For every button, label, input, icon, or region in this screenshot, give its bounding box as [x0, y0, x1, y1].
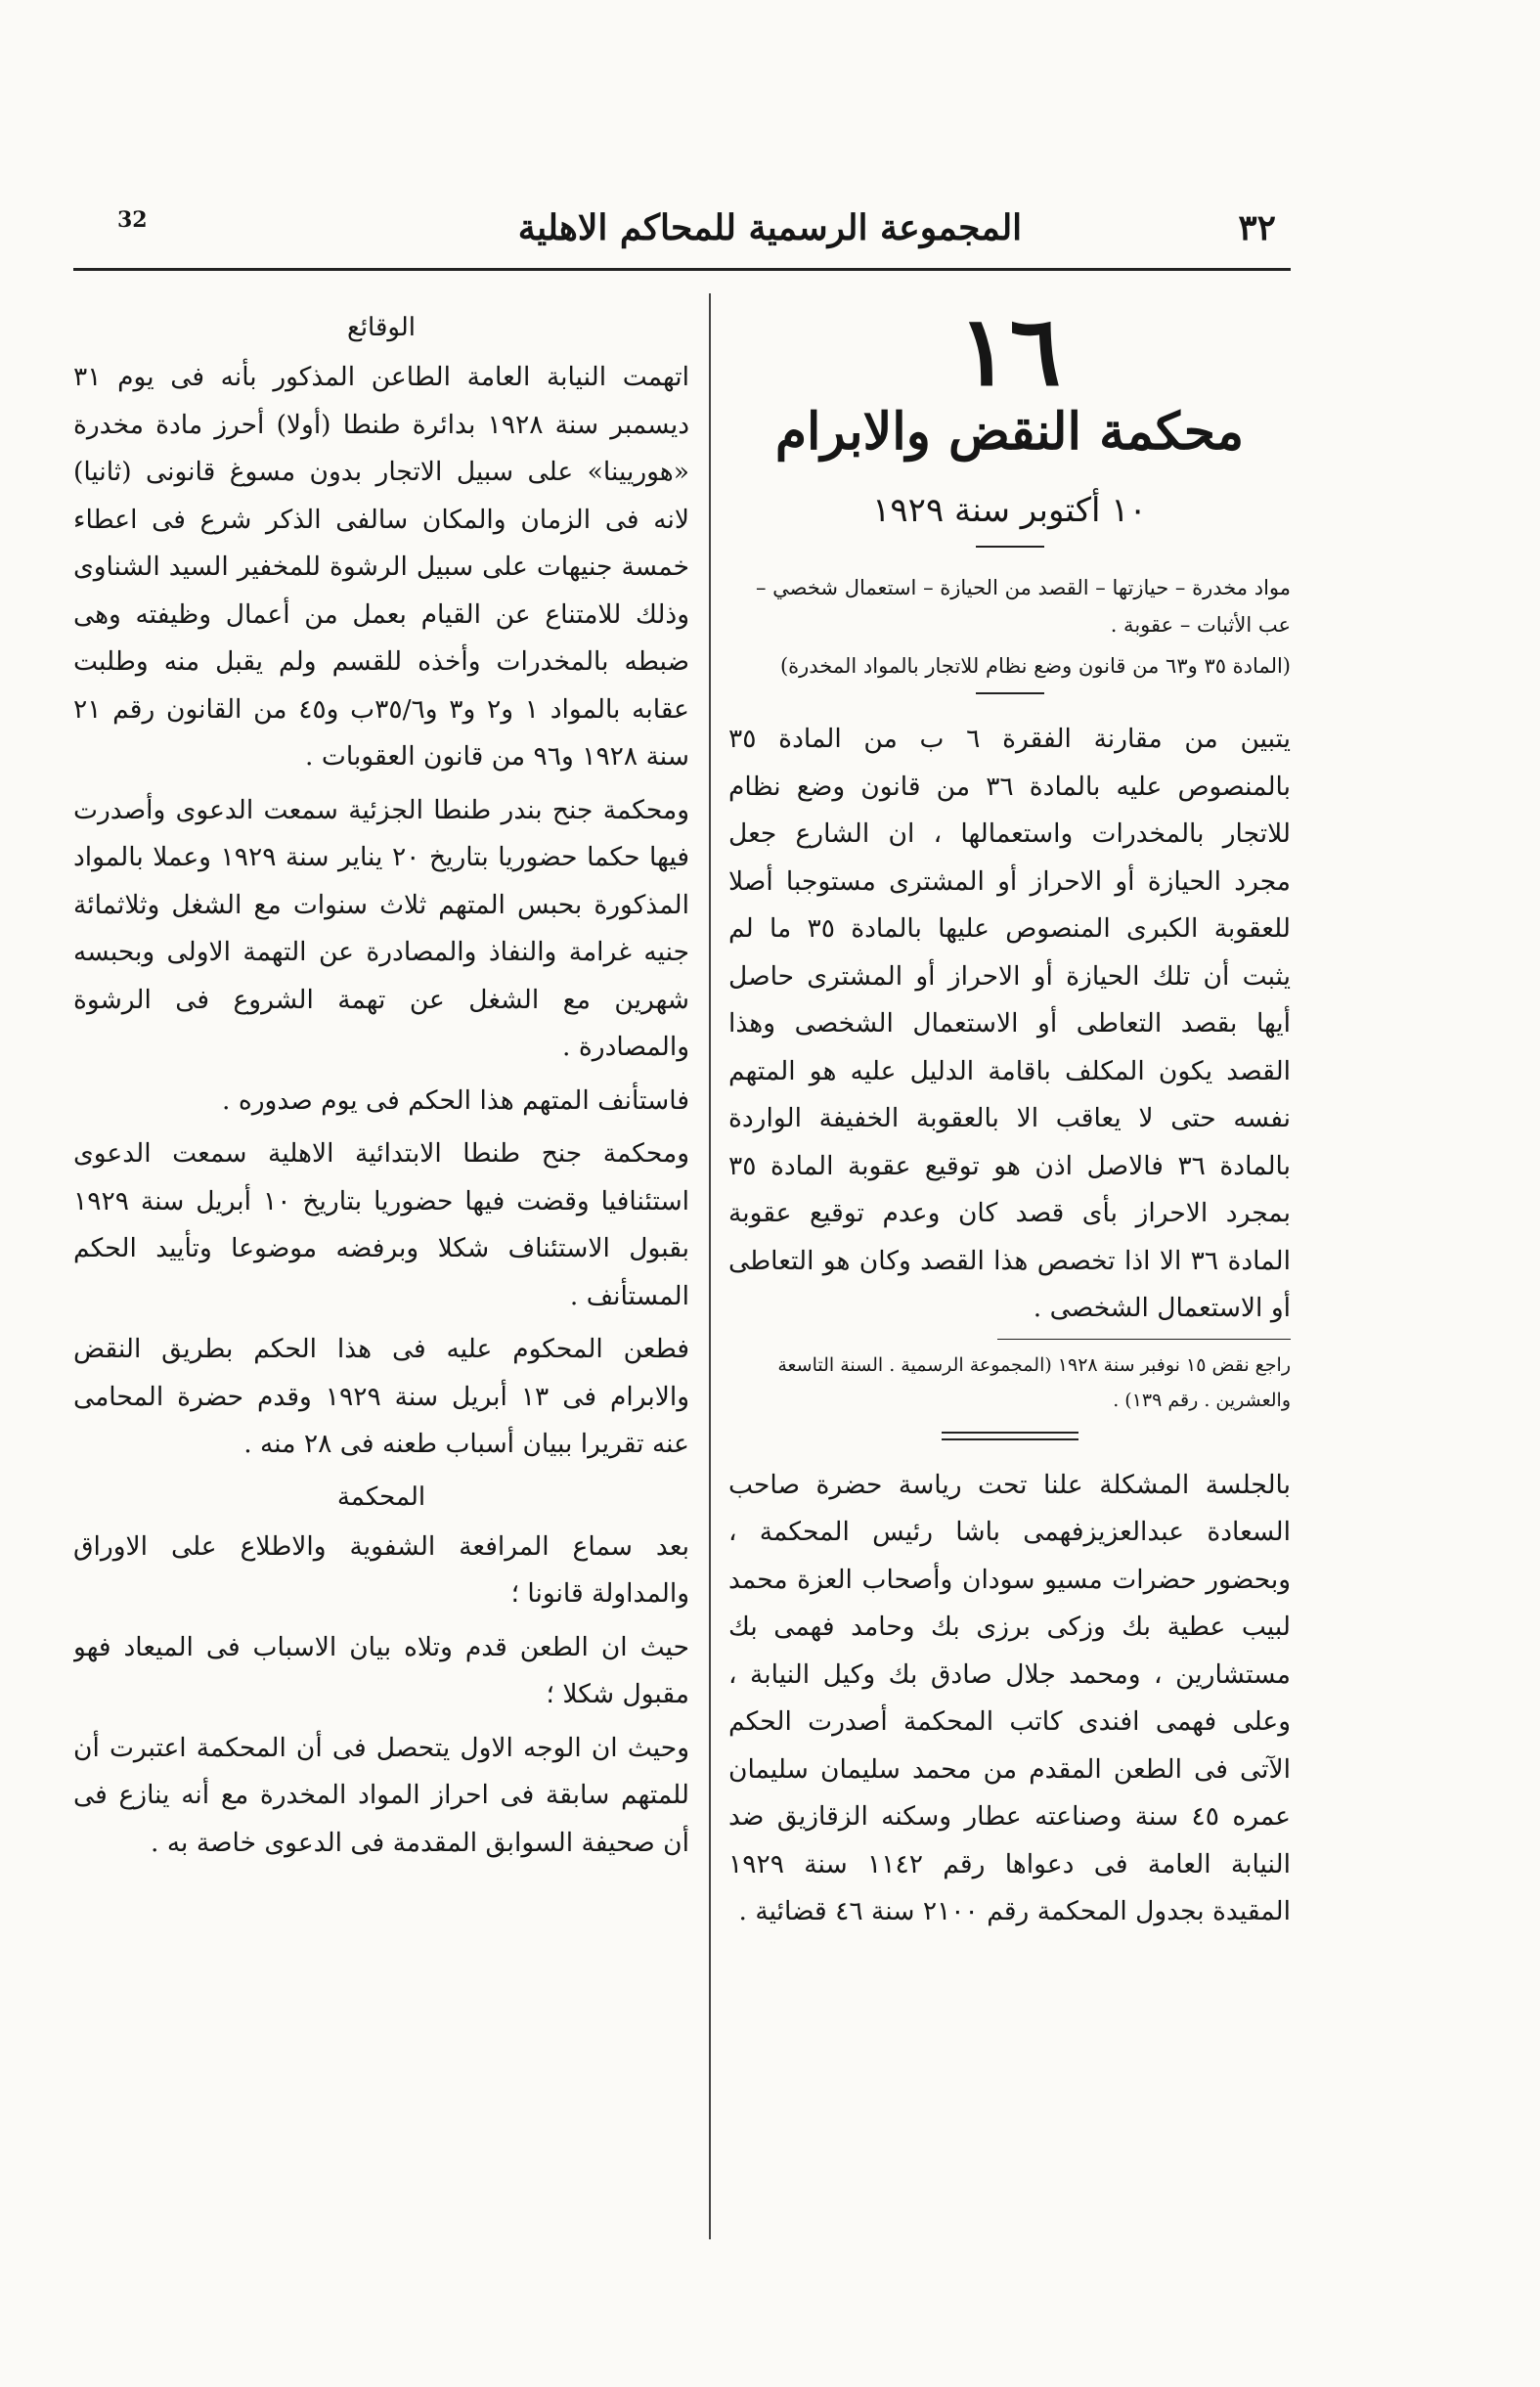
facts-paragraph: فطعن المحكوم عليه فى هذا الحكم بطريق النقض والابرام فى ١٣ أبريل سنة ١٩٢٩ وقدم حضرة المحامى عنه تقريرا ببيان أسباب طعنه فى ٢٨ منه . — [73, 1334, 689, 1459]
header-rule — [73, 268, 1291, 271]
separator-rule — [976, 692, 1044, 694]
page-number-latin: 32 — [117, 207, 148, 233]
running-title: المجموعة الرسمية للمحاكم الاهلية — [517, 207, 1023, 248]
court-paragraph: حيث ان الطعن قدم وتلاه بيان الاسباب فى الميعاد فهو مقبول شكلا ؛ — [73, 1631, 689, 1709]
facts-paragraph: ومحكمة جنح طنطا الابتدائية الاهلية سمعت الدعوى استئنافيا وقضت فيها حضوريا بتاريخ ١٠ أبريل سنة ١٩٢٩ بقبول الاستئناف شكلا وبرفضه موضوعا وتأييد الحكم المستأنف . — [73, 1138, 689, 1311]
facts-paragraph: ومحكمة جنح بندر طنطا الجزئية سمعت الدعوى وأصدرت فيها حكما حضوريا بتاريخ ٢٠ يناير سنة ١٩٢٩ وعملا بالمواد المذكورة بحبس المتهم ثلاث سنوات مع الشغل وثلاثمائة جنيه غرامة والنفاذ والمصادرة عن التهمة الاولى وبحبسه شهرين مع الشغل عن تهمة الشروع فى الرشوة والمصادرة . — [73, 794, 689, 1062]
session-paragraph: بالجلسة المشكلة علنا تحت رياسة حضرة صاحب السعادة عبدالعزيزفهمى باشا رئيس المحكمة ، وبحضور حضرات مسيو سودان وأصحاب العزة محمد لبيب عطية بك وزكى برزى بك وحامد فهمى بك مستشارين ، ومحمد جلال صادق بك وكيل النيابة ، وعلى فهمى افندى كاتب المحكمة أصدرت الحكم الآتى فى الطعن المقدم من محمد سليمان سليمان عمره ٤٥ سنة وصناعته عطار وسكنه الزقازيق ضد النيابة العامة فى دعواها رقم ١١٤٢ سنة ١٩٢٩ المقيدة بجدول المحكمة رقم ٢١٠٠ سنة ٤٦ قضائية . — [728, 1469, 1291, 1926]
right-column — [728, 303, 1291, 2308]
ruling-date: ١٠ أكتوبر سنة ١٩٢٩ — [872, 491, 1147, 530]
facts-heading: الوقائع — [346, 313, 416, 342]
court-paragraph: بعد سماع المرافعة الشفوية والاطلاع على الاوراق والمداولة قانونا ؛ — [73, 1530, 689, 1609]
keywords-statute-reference: (المادة ٣٥ و٦٣ من قانون وضع نظام للاتجار بالمواد المخدرة) — [779, 654, 1291, 678]
court-heading: المحكمة — [336, 1481, 426, 1512]
court-name: محكمة النقض والابرام — [774, 402, 1245, 462]
case-number: ١٦ — [957, 303, 1062, 408]
left-column — [73, 303, 689, 2308]
page-number-arabic: ٣٢ — [1238, 207, 1276, 248]
footnote-rule — [997, 1339, 1291, 1340]
column-divider — [709, 293, 711, 2239]
facts-paragraph: اتهمت النيابة العامة الطاعن المذكور بأنه فى يوم ٣١ ديسمبر سنة ١٩٢٨ بدائرة طنطا (أولا) أحرز مادة مخدرة «هوريينا» على سبيل الاتجار بدون مسوغ قانونى (ثانيا) لانه فى الزمان والمكان سالفى الذكر شرع فى اعطاء خمسة جنيهات على سبيل الرشوة للمخفير السيد الشناوى وذلك للامتناع عن القيام بعمل من أعمال وظيفته وهى ضبطه بالمخدرات وأخذه للقسم ولم يقبل منه وطلبت عقابه بالمواد ١ و٢ و٣ و٣٥/٦ب و٤٥ من القانون رقم ٢١ سنة ١٩٢٨ و٩٦ من قانون العقوبات . — [73, 362, 689, 772]
double-separator-rule — [942, 1432, 1078, 1440]
separator-rule — [976, 546, 1044, 548]
reference-note: راجع نقض ١٥ نوفبر سنة ١٩٢٨ (المجموعة الرسمية . السنة التاسعة والعشرين . رقم ١٣٩) . — [777, 1353, 1291, 1411]
court-paragraph: وحيث ان الوجه الاول يتحصل فى أن المحكمة اعتبرت أن للمتهم سابقة فى احراز المواد المخدرة مع أنه ينازع فى أن صحيفة السوابق المقدمة فى الدعوى خاصة به . — [73, 1732, 689, 1858]
facts-paragraph: فاستأنف المتهم هذا الحكم فى يوم صدوره . — [222, 1084, 689, 1116]
case-keywords: مواد مخدرة – حيازتها – القصد من الحيازة – استعمال شخصي – عب الأثبات – عقوبة . — [755, 576, 1291, 637]
legal-principle: يتبين من مقارنة الفقرة ٦ ب من المادة ٣٥ بالمنصوص عليه بالمادة ٣٦ من قانون وضع نظام للاتجار بالمخدرات واستعمالها ، ان الشارع جعل مجرد الحيازة أو الاحراز أو المشترى مستوجبا أصلا للعقوبة الكبرى المنصوص عليها بالمادة ٣٥ ما لم يثبت أن تلك الحيازة أو الاحراز أو المشترى حاصل أيها بقصد التعاطى أو الاستعمال الشخصى وهذا القصد يكون المكلف باقامة الدليل عليه هو المتهم نفسه حتى لا يعاقب الا بالعقوبة الخفيفة الواردة بالمادة ٣٦ فالاصل اذن هو توقيع عقوبة المادة ٣٥ بمجرد الاحراز بأى قصد كان وعدم توقيع عقوبة المادة ٣٦ الا اذا تخصص هذا القصد وكان هو التعاطى أو الاستعمال الشخصى . — [728, 724, 1291, 1323]
